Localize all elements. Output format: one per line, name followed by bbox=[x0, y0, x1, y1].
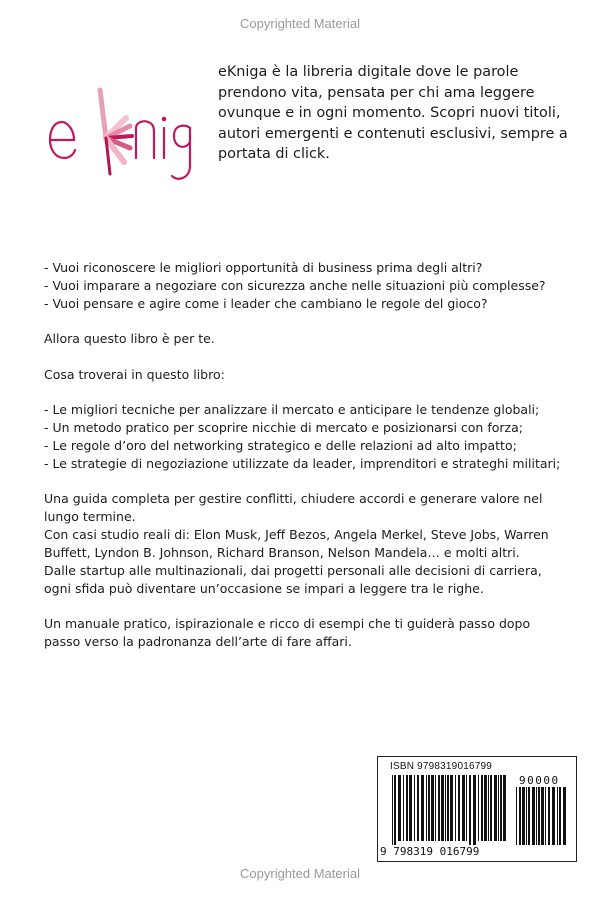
barcode-bar bbox=[438, 775, 440, 841]
barcode-bar bbox=[538, 787, 540, 845]
barcode-bar bbox=[421, 775, 424, 841]
barcode-bar bbox=[435, 775, 436, 841]
barcode-bar bbox=[559, 787, 561, 845]
barcode-bar bbox=[536, 787, 537, 845]
barcode-bar bbox=[445, 775, 446, 841]
guide-line: Una guida completa per gestire conflitti, chiudere accordi e generare valore nel lungo termine. bbox=[44, 491, 543, 524]
barcode-bar bbox=[447, 775, 449, 841]
barcode-bar bbox=[481, 775, 483, 841]
barcode-bar bbox=[392, 775, 393, 845]
barcode-bar bbox=[552, 787, 555, 845]
feature-item: - Le migliori tecniche per analizzare il mercato e anticipare le tendenze globali; bbox=[44, 402, 540, 417]
barcode-bar bbox=[426, 775, 427, 841]
contents-heading: Cosa troverai in questo libro: bbox=[44, 367, 225, 382]
barcode-bar bbox=[394, 775, 396, 845]
copyright-watermark-top: Copyrighted Material bbox=[240, 16, 360, 31]
barcode-bar bbox=[414, 775, 415, 841]
barcode-bar bbox=[488, 775, 489, 841]
feature-list bbox=[44, 401, 564, 473]
guide-line: Con casi studio reali di: Elon Musk, Jeff Bezos, Angela Merkel, Steve Jobs, Warren Buffett, Lyndon B. Johnson, Richard Branson, Nelson Mandela… e molti altri. bbox=[44, 527, 549, 560]
ekniga-logo bbox=[40, 78, 200, 188]
barcode-bar bbox=[450, 775, 453, 841]
barcode-bar bbox=[462, 775, 465, 841]
barcode-bar bbox=[557, 787, 558, 845]
isbn-label: ISBN 9798319016799 bbox=[390, 761, 493, 772]
question-list bbox=[44, 259, 564, 313]
guide-line: Dalle startup alle multinazionali, dai progetti personali alle decisioni di carriera, ogni sfida può diventare un’occasione se impari a leggere tra le righe. bbox=[44, 563, 542, 596]
barcode-bar bbox=[484, 775, 487, 841]
barcode-bar bbox=[406, 775, 408, 841]
barcode-bar bbox=[522, 787, 525, 845]
barcode-bar bbox=[441, 775, 444, 841]
barcode-bar bbox=[519, 787, 521, 845]
price-code: 90000 bbox=[519, 774, 560, 787]
isbn-barcode bbox=[377, 756, 577, 862]
barcode-bar bbox=[409, 775, 412, 841]
barcode-bar bbox=[494, 775, 497, 841]
barcode-digits: 9 798319 016799 bbox=[380, 845, 480, 858]
question-item: - Vuoi imparare a negoziare con sicurezza anche nelle situazioni più complesse? bbox=[44, 278, 546, 293]
barcode-bar bbox=[398, 775, 401, 841]
barcode-bar bbox=[503, 775, 506, 841]
question-item: - Vuoi pensare e agire come i leader che cambiano le regole del gioco? bbox=[44, 296, 488, 311]
feature-item: - Le regole d’oro del networking strategico e delle relazioni ad alto impatto; bbox=[44, 438, 517, 453]
barcode-bar bbox=[563, 787, 566, 845]
barcode-bar bbox=[473, 775, 476, 845]
barcode-bar bbox=[532, 787, 535, 845]
barcode-bar bbox=[469, 775, 471, 845]
feature-item: - Le strategie di negoziazione utilizzate da leader, imprenditori e strateghi militari; bbox=[44, 456, 561, 471]
barcode-bar bbox=[498, 775, 499, 841]
barcode-bar bbox=[403, 775, 404, 841]
barcode-bar bbox=[500, 775, 502, 841]
barcode-bar bbox=[545, 787, 546, 845]
barcode-bar bbox=[548, 787, 550, 845]
barcode-bar bbox=[516, 787, 517, 845]
copyright-watermark-bottom: Copyrighted Material bbox=[240, 866, 360, 881]
barcode-bar bbox=[478, 775, 479, 841]
intro-paragraph: eKniga è la libreria digitale dove le parole prendono vita, pensata per chi ama leggere ovunque e in ogni momento. Scopri nuovi titoli, autori emergenti e contenuti esclusivi, sempre a portata di click. bbox=[218, 64, 568, 162]
barcode-bar bbox=[466, 775, 467, 841]
barcode-bar bbox=[528, 787, 530, 845]
barcode-bar bbox=[490, 775, 492, 841]
question-item: - Vuoi riconoscere le migliori opportunità di business prima degli altri? bbox=[44, 260, 483, 275]
closing-paragraph bbox=[44, 615, 564, 651]
barcode-bar bbox=[417, 775, 419, 841]
feature-item: - Un metodo pratico per scoprire nicchie di mercato e posizionarsi con forza; bbox=[44, 420, 523, 435]
barcode-bar bbox=[541, 787, 544, 845]
barcode-bar bbox=[455, 775, 456, 841]
barcode-bar bbox=[526, 787, 527, 845]
barcode-bar bbox=[428, 775, 430, 841]
call-to-action: Allora questo libro è per te. bbox=[44, 331, 215, 346]
barcode-bar bbox=[458, 775, 460, 841]
closing-text: Un manuale pratico, ispirazionale e ricco di esempi che ti guiderà passo dopo passo verso la padronanza dell’arte di fare affari. bbox=[44, 616, 531, 649]
barcode-bar bbox=[431, 775, 434, 841]
guide-paragraphs bbox=[44, 490, 564, 598]
